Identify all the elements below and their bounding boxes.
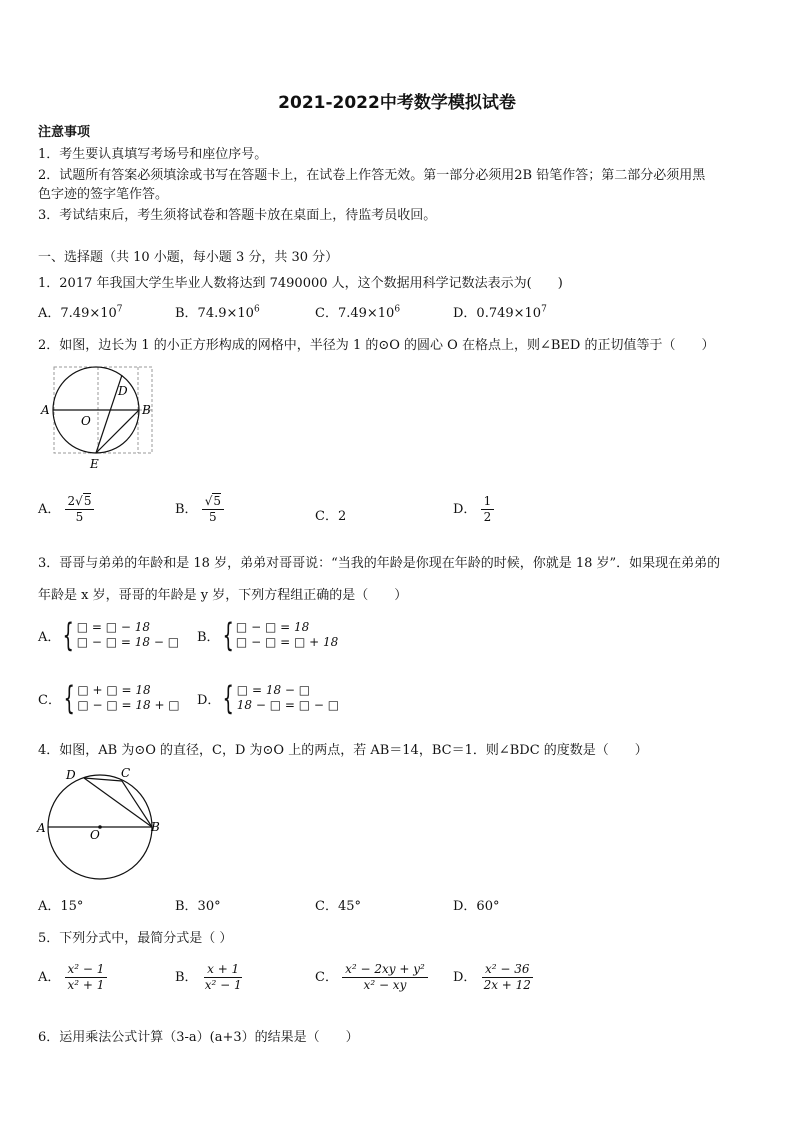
q3-option-b: B． { □ − □ = 18 □ − □ = □ + 18	[197, 616, 339, 654]
point-label-b: B	[151, 820, 160, 834]
q4-circle-figure	[36, 765, 166, 887]
q5-option-a: A． $\frac{\text{x² − 1}}{\text{x² + 1}}$	[38, 962, 107, 993]
question-6-stem: 6．运用乘法公式计算（3-a）(a+3）的结果是（ ）	[38, 1030, 359, 1045]
q2-option-b: B． $\frac{√5}{5}$	[175, 494, 224, 525]
notice-item: 3．考试结束后，考生须将试卷和答题卡放在桌面上，待监考员收回。	[38, 208, 437, 223]
point-label-d: D	[66, 768, 76, 782]
q2-option-a: A． $\frac{2√5}{5}$	[38, 494, 94, 525]
notice-heading: 注意事项	[38, 125, 91, 140]
q5-option-c: C． $\frac{\text{x² − 2xy + y²}}{\text{x² − xy}}$	[315, 962, 428, 993]
question-3-stem-line1: 3．哥哥与弟弟的年龄和是 18 岁，弟弟对哥哥说：“当我的年龄是你现在年龄的时候，你就是 18 岁”．如果现在弟弟的	[38, 556, 721, 571]
point-label-a: A	[37, 821, 46, 835]
point-label-a: A	[41, 403, 50, 417]
point-label-b: B	[142, 403, 151, 417]
q4-option-d: D．60°	[453, 899, 500, 914]
q5-option-b: B． $\frac{x + 1}{\text{x² − 1}}$	[175, 962, 242, 992]
q4-option-c: C．45°	[315, 899, 361, 914]
notice-item: 1．考生要认真填写考场号和座位序号。	[38, 147, 268, 162]
question-4-stem: 4．如图，AB 为⊙O 的直径，C，D 为⊙O 上的两点，若 AB＝14，BC＝1．则∠BDC 的度数是（ ）	[38, 743, 648, 758]
q5-option-d: D． $\frac{\text{x² − 36}}{2x + 12}$	[453, 962, 531, 992]
q1-option-c: C．$7.49\times 10^6$	[315, 304, 401, 321]
point-label-d: D	[118, 384, 128, 398]
question-3-stem-line2: 年龄是 x 岁，哥哥的年龄是 y 岁，下列方程组正确的是（ ）	[38, 588, 408, 603]
point-label-o: O	[90, 828, 100, 842]
q1-option-d: D．$0.749\times 10^7$	[453, 304, 547, 321]
q2-grid-circle-figure	[38, 365, 158, 473]
question-2-stem: 2．如图，边长为 1 的小正方形构成的网格中，半径为 1 的⊙O 的圆心 O 在格点上，则∠BED 的正切值等于（ ）	[38, 338, 715, 353]
page-title: 2021-2022中考数学模拟试卷	[278, 93, 516, 113]
point-label-e: E	[90, 457, 99, 471]
q3-option-d: D． { □ = 18 − □ 18 − □ = □ − □	[197, 679, 340, 717]
notice-item: 2．试题所有答案必须填涂或书写在答题卡上，在试卷上作答无效。第一部分必须用2B 铅笔作答；第二部分必须用黑	[38, 168, 706, 183]
q3-option-a: A． { □ = □ − 18 □ − □ = 18 − □	[38, 616, 180, 654]
q4-option-a: A．15°	[38, 899, 84, 914]
q4-option-b: B．30°	[175, 899, 221, 914]
q2-option-c: C．2	[315, 509, 347, 524]
point-label-o: O	[81, 414, 91, 428]
q1-option-b: B．$74.9\times 10^6$	[175, 304, 260, 321]
point-label-c: C	[121, 766, 131, 780]
section-heading: 一、选择题（共 10 小题，每小题 3 分，共 30 分）	[38, 250, 339, 265]
question-1-stem: 1．2017 年我国大学生毕业人数将达到 7490000 人，这个数据用科学记数法表示为( )	[38, 276, 563, 291]
q3-option-c: C． { □ + □ = 18 □ − □ = 18 + □	[38, 679, 180, 717]
question-5-stem: 5．下列分式中，最简分式是（ ）	[38, 931, 233, 946]
q2-option-d: D． $\frac{1}{2}$	[453, 494, 494, 525]
notice-item: 色字迹的签字笔作答。	[38, 187, 169, 202]
q1-option-a: A．$7.49\times 10^7$	[38, 304, 123, 321]
